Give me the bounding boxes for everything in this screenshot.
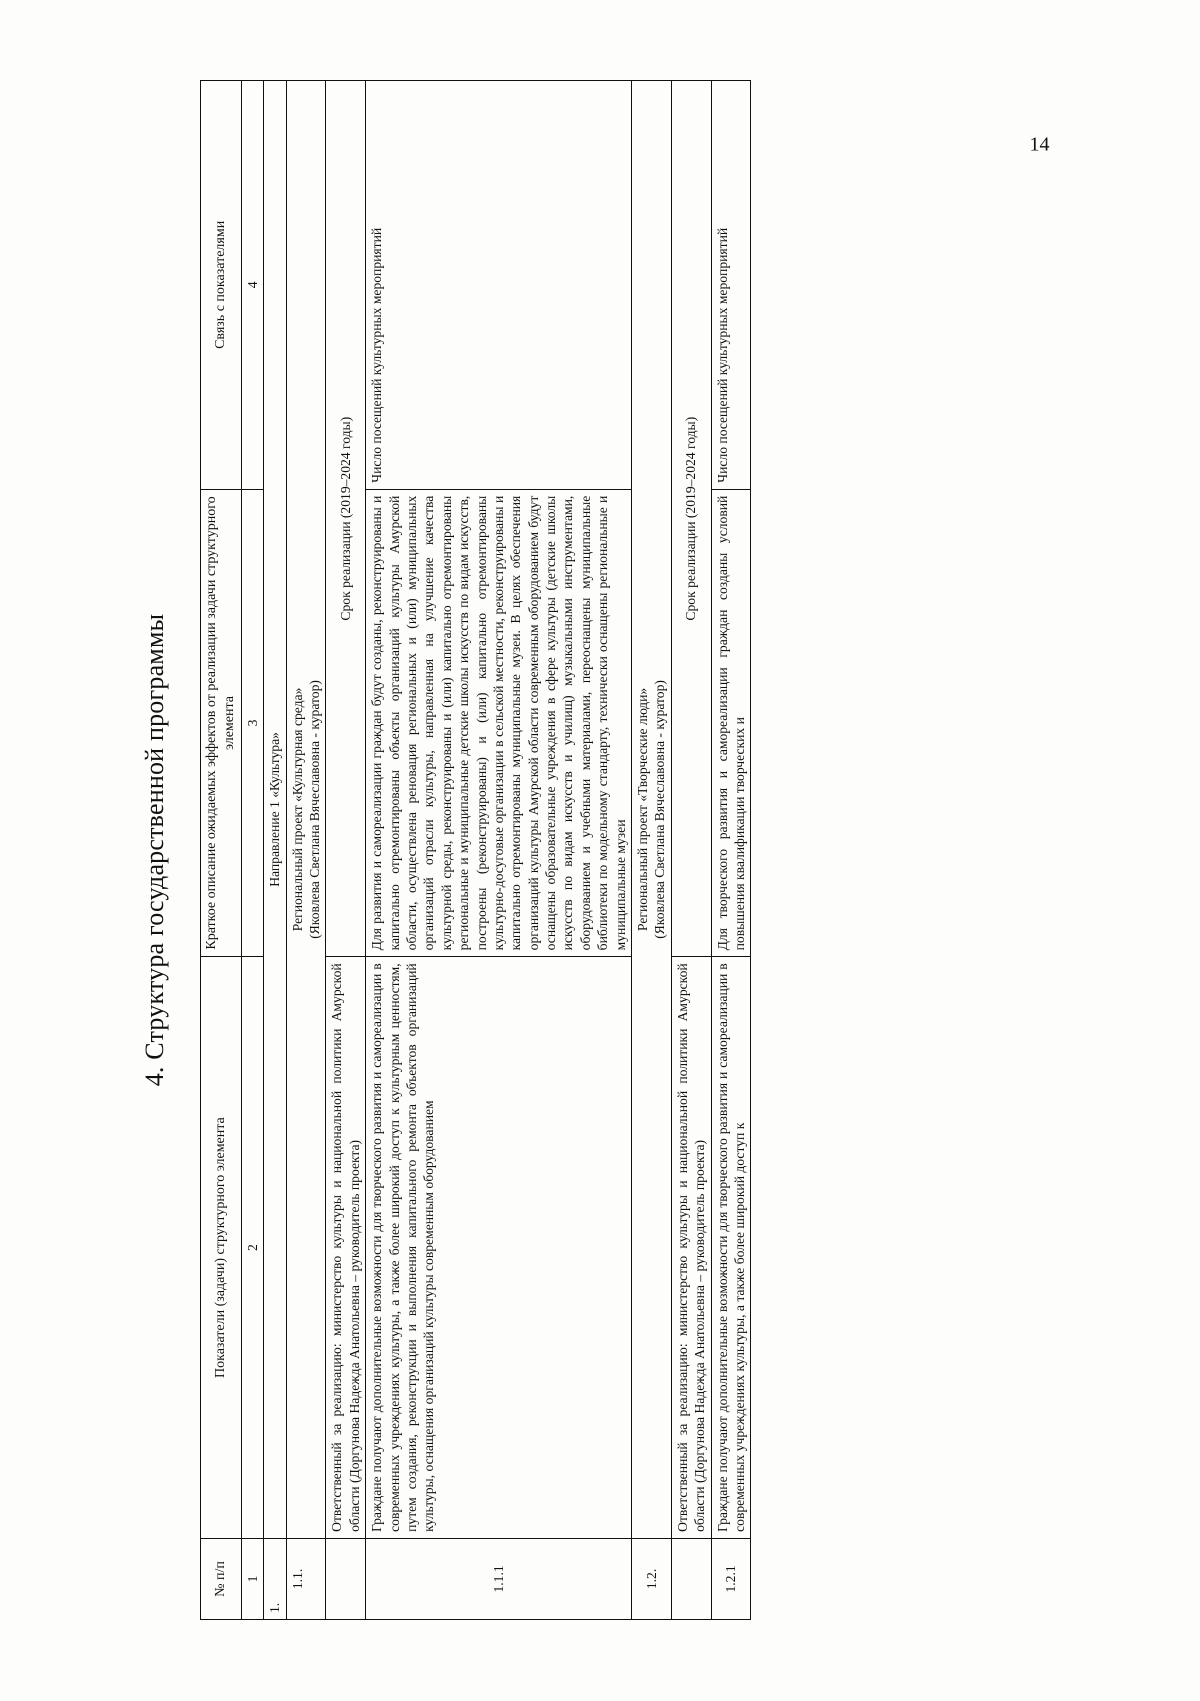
project-1-responsible: Ответственный за реализацию: министерство культуры и национальной политики Амурской области (Доргунова Надежда Анатольевна – руководитель проекта): [326, 957, 366, 1539]
project-2-responsible: Ответственный за реализацию: министерство культуры и национальной политики Амурской области (Доргунова Надежда Анатольевна – руководитель проекта): [671, 957, 711, 1539]
project-1-num: 1.1.: [286, 1538, 326, 1619]
task-1-1-1-row: [366, 81, 632, 1620]
project-2-curator: (Яковлева Светлана Вячеславовна - куратор): [652, 680, 668, 939]
project-2-responsible-row: [671, 81, 711, 1620]
task-1-1-1-num: 1.1.1: [366, 1538, 632, 1619]
header-number-2: 2: [241, 957, 263, 1539]
empty-cell: [671, 1538, 711, 1619]
task-1-2-1-effect: Для творческого развития и самореализации граждан созданы условий повышения квалификации творческих и: [711, 489, 751, 957]
project-1-name: Региональный проект «Культурная среда»: [289, 687, 305, 932]
task-1-1-1-indicator: Граждане получают дополнительные возможности для творческого развития и самореализации в современных учреждениях культуры, а также более широкий доступ к культурным ценностям, путем создания, реконструкции и выполнения капитального ремонта объектов организаций культуры, оснащения организаций культуры современным оборудованием: [366, 957, 632, 1539]
project-2-header: [632, 81, 672, 1539]
empty-cell: [326, 1538, 366, 1619]
header-number-1: 1: [241, 1538, 263, 1619]
project-1-row: [286, 81, 326, 1620]
direction-row: [264, 81, 286, 1620]
page-number: 14: [1029, 133, 1050, 156]
project-2-name: Региональный проект «Творческие люди»: [635, 687, 651, 932]
section-title: 4. Структура государственной программы: [140, 613, 169, 1087]
project-2-period: Срок реализации (2019–2024 годы): [671, 81, 711, 957]
header-indicators: Показатели (задачи) структурного элемента: [201, 957, 242, 1539]
header-number-4: 4: [241, 81, 263, 490]
project-1-responsible-row: [326, 81, 366, 1620]
structure-table: [200, 80, 751, 1620]
header-link: Связь с показателями: [201, 81, 242, 490]
direction-label: Направление 1 «Культура»: [264, 81, 286, 1539]
direction-num: 1.: [264, 1538, 286, 1619]
header-num: № п/п: [201, 1538, 242, 1619]
task-1-2-1-num: 1.2.1: [711, 1538, 751, 1619]
task-1-2-1-row: [711, 81, 751, 1620]
header-effects: Краткое описание ожидаемых эффектов от реализации задачи структурного элемента: [201, 489, 242, 957]
header-numbers-row: [241, 81, 263, 1620]
task-1-2-1-indicator: Граждане получают дополнительные возможности для творческого развития и самореализации в современных учреждениях культуры, а также более широкий доступ к: [711, 957, 751, 1539]
project-1-curator: (Яковлева Светлана Вячеславовна - куратор): [306, 680, 322, 939]
task-1-1-1-link: Число посещений культурных мероприятий: [366, 81, 632, 490]
header-number-3: 3: [241, 489, 263, 957]
table-header-row: [201, 81, 242, 1620]
landscape-page: [0, 25, 1200, 1675]
project-2-num: 1.2.: [632, 1538, 672, 1619]
task-1-1-1-effect: Для развития и самореализации граждан будут созданы, реконструированы и капитально отремонтированы объекты организаций культуры Амурской области, осуществлена реновация региональных и (или) муниципальных организаций отрасли культуры, направленная на улучшение качества культурной среды, реконструированы и (или) капитально отремонтированы региональные и муниципальные детские школы искусств по видам искусств, построены (реконструированы) и (или) капитально отремонтированы культурно-досуговые организации в сельской местности, реконструированы и капитально отремонтированы муниципальные музеи. В целях обеспечения организаций культуры Амурской области современным оборудованием будут оснащены образовательные учреждения в сфере культуры (детские школы искусств по видам искусств и училищ) музыкальными инструментами, оборудованием и учебными материалами, переоснащены муниципальные библиотеки по модельному стандарту, технически оснащены региональные и муниципальные музеи: [366, 489, 632, 957]
project-1-period: Срок реализации (2019–2024 годы): [326, 81, 366, 957]
project-2-row: [632, 81, 672, 1620]
project-1-header: [286, 81, 326, 1539]
task-1-2-1-link: Число посещений культурных мероприятий: [711, 81, 751, 490]
